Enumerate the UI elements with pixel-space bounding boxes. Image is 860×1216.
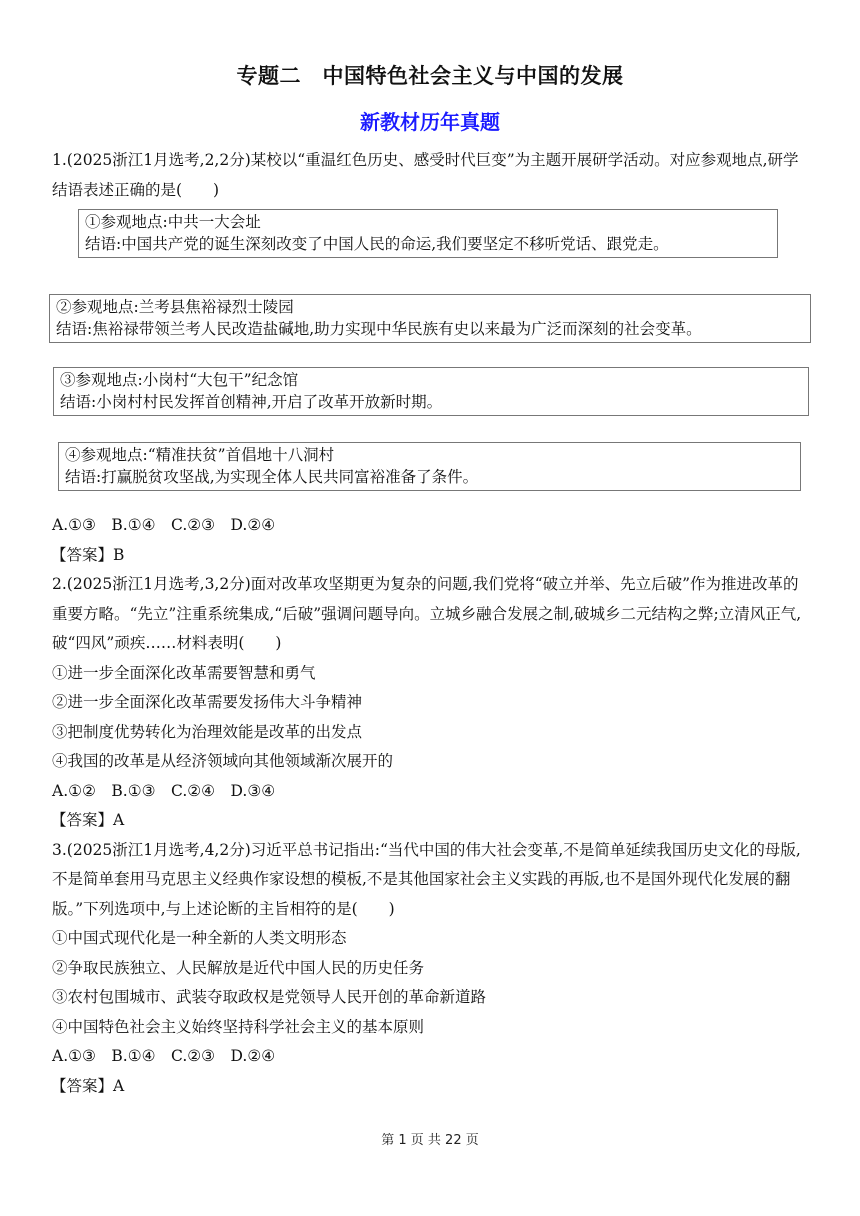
page-number: 第 1 页 共 22 页	[381, 1133, 479, 1148]
q1-box-2-conclusion: 结语:焦裕禄带领兰考人民改造盐碱地,助力实现中华民族有史以来最为广泛而深刻的社会变革。	[56, 320, 702, 338]
question-content	[52, 146, 812, 1101]
question-2-item-2: ②进一步全面深化改革需要发扬伟大斗争精神	[52, 693, 363, 711]
q1-box-1-place: ①参观地点:中共一大会址	[85, 213, 261, 231]
question-1-stem: 1.(2025浙江1月选考,2,2分)某校以“重温红色历史、感受时代巨变”为主题开展研学活动。对应参观地点,研学结语表述正确的是( )	[52, 151, 799, 199]
question-1-answer: 【答案】B	[51, 545, 125, 564]
q1-box-1-conclusion: 结语:中国共产党的诞生深刻改变了中国人民的命运,我们要坚定不移听党话、跟党走。	[85, 235, 669, 253]
q1-box-4-conclusion: 结语:打赢脱贫攻坚战,为实现全体人民共同富裕准备了条件。	[65, 468, 479, 486]
question-1-options: A.①③ B.①④ C.②③ D.②④	[52, 516, 276, 534]
question-3-stem: 3.(2025浙江1月选考,4,2分)习近平总书记指出:“当代中国的伟大社会变革,不是简单延续我国历史文化的母版,不是简单套用马克思主义经典作家设想的模板,不是其他国家社会主义实践的再版,也不是国外现代化发展的翻版。”下列选项中,与上述论断的主旨相符的是( )	[52, 840, 801, 918]
q1-option-box-3	[53, 367, 809, 416]
question-2-item-1: ①进一步全面深化改革需要智慧和勇气	[52, 663, 316, 682]
question-2-stem: 2.(2025浙江1月选考,3,2分)面对改革攻坚期更为复杂的问题,我们党将“破立并举、先立后破”作为推进改革的重要方略。“先立”注重系统集成,“后破”强调问题导向。立城乡融合发展之制,破城乡二元结构之弊;立清风正气,破“四风”顽疾……材料表明( )	[52, 575, 802, 652]
question-3-item-3: ③农村包围城市、武装夺取政权是党领导人民开创的革命新道路	[52, 988, 487, 1006]
question-3-item-4: ④中国特色社会主义始终坚持科学社会主义的基本原则	[52, 1017, 425, 1036]
question-3-answer: 【答案】A	[51, 1076, 125, 1095]
question-3-item-1: ①中国式现代化是一种全新的人类文明形态	[52, 929, 347, 947]
question-2-item-4: ④我国的改革是从经济领域向其他领域渐次展开的	[52, 752, 394, 770]
q1-box-3-conclusion: 结语:小岗村村民发挥首创精神,开启了改革开放新时期。	[60, 393, 443, 411]
q1-box-3-place: ③参观地点:小岗村“大包干”纪念馆	[60, 371, 299, 389]
q1-option-box-2	[49, 294, 811, 343]
question-1	[52, 146, 812, 570]
q1-box-2-place: ②参观地点:兰考县焦裕禄烈士陵园	[56, 298, 294, 316]
q1-box-4-place: ④参观地点:“精准扶贫”首倡地十八洞村	[65, 446, 335, 464]
question-2-item-3: ③把制度优势转化为治理效能是改革的出发点	[52, 722, 363, 741]
question-3-options: A.①③ B.①④ C.②③ D.②④	[52, 1047, 276, 1065]
question-3	[52, 836, 812, 1102]
question-2-answer: 【答案】A	[51, 811, 125, 829]
question-3-item-2: ②争取民族独立、人民解放是近代中国人民的历史任务	[52, 958, 425, 977]
q1-option-box-4	[58, 442, 801, 491]
q1-option-box-1	[78, 209, 778, 258]
question-2-options: A.①② B.①③ C.②④ D.③④	[52, 781, 276, 800]
question-2	[52, 570, 812, 836]
section-subtitle: 新教材历年真题	[360, 110, 500, 134]
page-title: 专题二 中国特色社会主义与中国的发展	[236, 64, 624, 88]
